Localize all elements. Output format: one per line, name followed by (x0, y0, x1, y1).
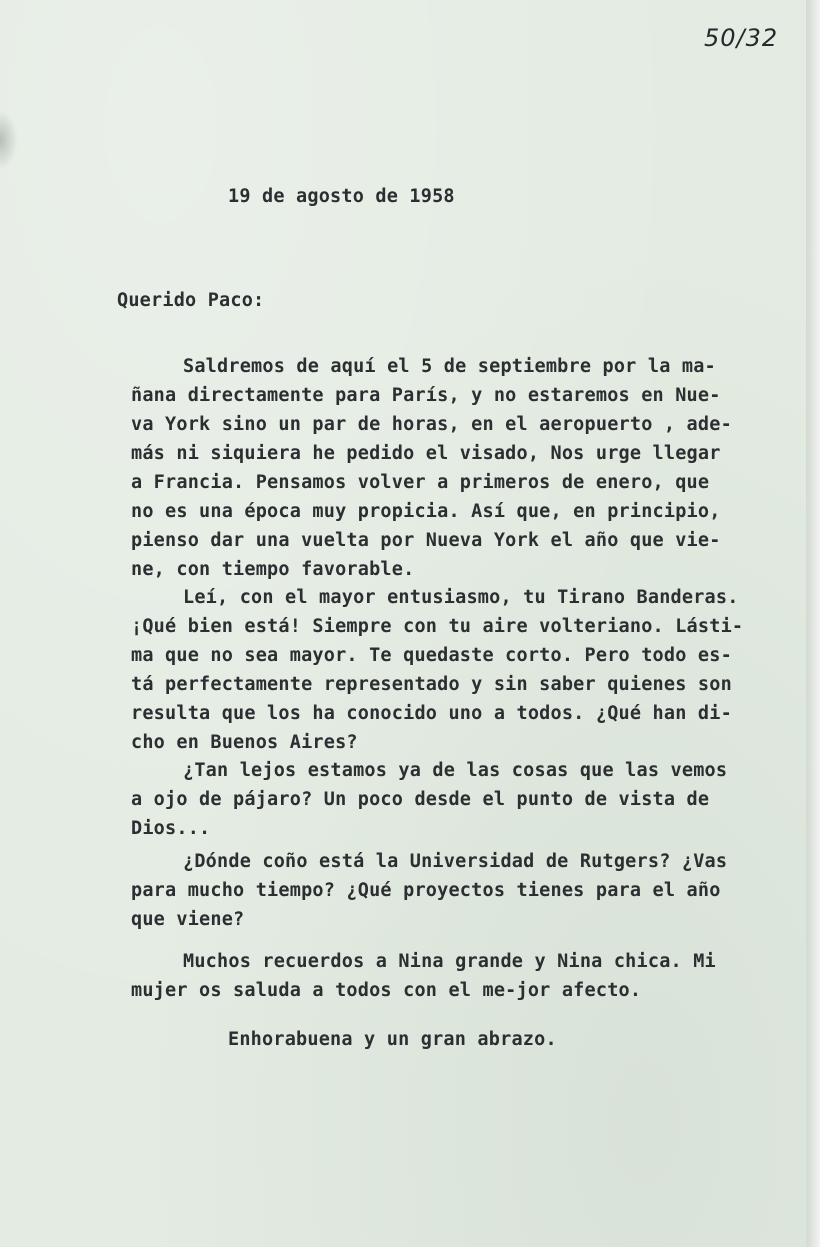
paragraph-line: resulta que los ha conocido uno a todos. ¿Qué han di- (131, 703, 732, 724)
paragraph-line: ma que no sea mayor. Te quedaste corto. Pero todo es- (131, 645, 732, 666)
paragraph-line: ne, con tiempo favorable. (131, 559, 415, 580)
paragraph-line: ñana directamente para París, y no estaremos en Nue- (131, 385, 721, 406)
paragraph-line: que viene? (131, 909, 245, 930)
paragraph-line: no es una época muy propicia. Así que, en principio, (131, 501, 721, 522)
paragraph-line: Saldremos de aquí el 5 de septiembre por la ma- (183, 356, 716, 377)
paragraph-line: Leí, con el mayor entusiasmo, tu Tirano Banderas. (183, 587, 739, 608)
paragraph-line: tá perfectamente representado y sin saber quienes son (131, 674, 732, 695)
paragraph-line: a ojo de pájaro? Un poco desde el punto de vista de (131, 789, 710, 810)
page-edge (806, 0, 820, 1247)
paragraph-line: va York sino un par de horas, en el aeropuerto , ade- (131, 414, 732, 435)
paragraph-line: cho en Buenos Aires? (131, 732, 358, 753)
paragraph-line: Muchos recuerdos a Nina grande y Nina chica. Mi (183, 951, 716, 972)
paragraph-line: ¿Dónde coño está la Universidad de Rutgers? ¿Vas (183, 851, 728, 872)
paragraph-line: más ni siquiera he pedido el visado, Nos urge llegar (131, 443, 721, 464)
paragraph-line: para mucho tiempo? ¿Qué proyectos tienes para el año (131, 880, 721, 901)
paragraph-line: mujer os saluda a todos con el me-jor afecto. (131, 980, 642, 1001)
letter-greeting: Querido Paco: (117, 290, 265, 311)
paragraph-line: Dios... (131, 818, 211, 839)
paragraph-line: ¿Tan lejos estamos ya de las cosas que las vemos (183, 760, 728, 781)
paragraph-line: ¡Qué bien está! Siempre con tu aire volteriano. Lásti- (131, 616, 744, 637)
letter-date: 19 de agosto de 1958 (228, 186, 455, 207)
paragraph-line: a Francia. Pensamos volver a primeros de enero, que (131, 472, 710, 493)
paragraph-line: pienso dar una vuelta por Nueva York el año que vie- (131, 530, 721, 551)
paper-smudge (0, 110, 18, 170)
archive-number: 50/32 (704, 24, 779, 52)
closing-line: Enhorabuena y un gran abrazo. (228, 1029, 557, 1050)
